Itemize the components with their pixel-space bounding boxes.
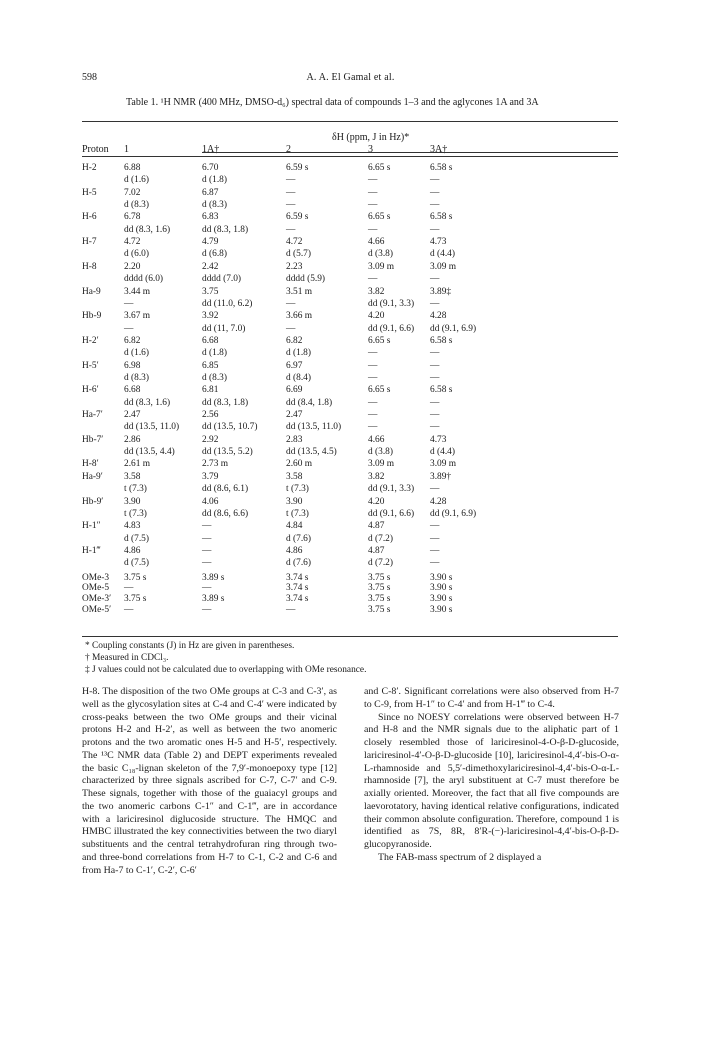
table-cell: 2.47 [124, 410, 141, 420]
table-cell: 3.89‡ [430, 286, 452, 297]
table-cell: d (8.3) [124, 372, 149, 383]
row-label: H-1‴ [82, 545, 101, 556]
table-cell: dd (13.5, 11.0) [124, 422, 180, 433]
table-cell: — [368, 200, 378, 210]
table-cell: — [430, 298, 440, 309]
table-cell: 6.97 [286, 360, 303, 371]
column-header-2: 1A† [202, 144, 220, 155]
body-right-paragraph-2: Since no NOESY correlations were observed between H-7 and H-8 and the NMR signals due to the aliphatic part of 1 closely resembled those of lariciresinol-4-O-β-D-glucoside, lariciresinol-4′-O-β-D-glucoside [10], lariciresinol-4,4′-bis-O-α-L-rhamnoside and 5,5′-dimethoxylariciresinol-4,4′-bis-O-α-L-rhamnoside [7], the aryl substituent at C-7 must therefore be axially oriented. Moreover, the fact that all five compounds are laevorotatory, having identical relative configurations, indicated their common absolute configuration. Therefore, compound 1 is identified as 7S, 8R, 8′R-(−)-lariciresinol-4,4′-bis-O-β-D-glucopyranoside. [364, 711, 619, 850]
body-column-right [364, 686, 619, 865]
table-cell: d (5.7) [286, 249, 311, 260]
column-header-5: 3A† [430, 144, 448, 155]
column-header-0: Proton [82, 144, 109, 155]
row-label: Hb-7′ [82, 434, 104, 445]
table-cell: — [286, 605, 296, 615]
table-cell: — [202, 545, 212, 556]
table-cell: 3.75 [202, 286, 219, 297]
table-cell: 6.58 s [430, 335, 453, 346]
table-cell: 3.44 m [124, 286, 151, 297]
table-cell: — [202, 533, 212, 544]
table-cell: 3.51 m [286, 286, 313, 297]
table-cell: dd (13.5, 11.0) [286, 422, 342, 433]
row-label: H-1″ [82, 521, 101, 532]
table-cell: 6.82 [124, 335, 141, 346]
footnote-cdcl3: † Measured in CDCl₃. [85, 653, 169, 663]
table-cell: dd (8.6, 6.1) [202, 484, 249, 495]
table-cell: 2.42 [202, 261, 219, 272]
table-cell: — [430, 348, 440, 359]
table-cell: — [430, 187, 440, 198]
table-cell: 3.90 [124, 496, 141, 507]
table-cell: 4.84 [286, 521, 303, 532]
row-label: H-2 [82, 163, 97, 173]
table-cell: — [430, 372, 440, 383]
table-cell: 3.74 s [286, 572, 309, 583]
table-cell: 4.86 [286, 545, 303, 556]
super-header-rule [202, 152, 618, 153]
table-cell: 6.83 [202, 212, 219, 223]
table-cell: 6.78 [124, 212, 141, 223]
row-label: H-2′ [82, 335, 99, 346]
table-cell: 2.23 [286, 261, 303, 272]
table-cell: 6.58 s [430, 385, 453, 396]
table-cell: 2.83 [286, 434, 303, 445]
table-cell: dd (8.3, 1.8) [202, 224, 249, 235]
table-cell: dd (9.1, 6.9) [430, 323, 477, 334]
table-cell: 3.90 s [430, 572, 453, 583]
table-cell: — [286, 298, 296, 309]
table-cell: d (3.8) [368, 249, 393, 260]
table-cell: — [124, 605, 134, 615]
row-label: H-6 [82, 212, 97, 223]
table-cell: 4.66 [368, 434, 385, 445]
table-cell: 6.69 [286, 385, 303, 396]
table-cell: 6.68 [124, 385, 141, 396]
table-cell: 6.68 [202, 335, 219, 346]
table-cell: d (3.8) [368, 447, 393, 458]
table-cell: dd (8.4, 1.8) [286, 397, 333, 408]
table-cell: 3.90 s [430, 594, 453, 605]
table-cell: d (7.5) [124, 558, 149, 569]
table-cell: dd (13.5, 10.7) [202, 422, 258, 433]
table-cell: dd (9.1, 3.3) [368, 298, 415, 309]
table-cell: 6.65 s [368, 163, 391, 173]
table-cell: 6.81 [202, 385, 219, 396]
table-cell: d (7.5) [124, 533, 149, 544]
table-cell: d (1.8) [202, 175, 227, 186]
table-cell: d (8.3) [202, 372, 227, 383]
table-cell: 3.90 [286, 496, 303, 507]
table-cell: 6.58 s [430, 212, 453, 223]
table-cell: 3.89 s [202, 594, 225, 605]
table-cell: d (7.2) [368, 558, 393, 569]
row-label: H-7 [82, 237, 97, 248]
table-cell: 4.28 [430, 311, 447, 322]
table-cell: 4.73 [430, 434, 447, 445]
table-cell: 3.66 m [286, 311, 313, 322]
row-label: H-5 [82, 187, 97, 198]
table-cell: 4.28 [430, 496, 447, 507]
table-cell: — [124, 583, 134, 594]
row-label: OMe-5 [82, 583, 110, 594]
body-column-left [82, 686, 337, 877]
row-label: Hb-9′ [82, 496, 104, 507]
column-header-3: 2 [286, 144, 291, 155]
table-cell: 3.09 m [430, 459, 457, 470]
table-cell: 6.70 [202, 163, 219, 173]
table-cell: 4.87 [368, 545, 385, 556]
table-cell: — [286, 187, 296, 198]
table-cell: d (1.8) [202, 348, 227, 359]
table-cell: 4.73 [430, 237, 447, 248]
table-cell: 4.20 [368, 496, 385, 507]
row-label: H-8 [82, 261, 97, 272]
table-cell: 3.89 s [202, 572, 225, 583]
table-cell: 6.85 [202, 360, 219, 371]
row-label: OMe-3′ [82, 594, 112, 605]
table-cell: — [430, 422, 440, 433]
row-label: H-6′ [82, 385, 99, 396]
table-cell: t (7.3) [124, 508, 147, 519]
table-cell: dd (8.6, 6.6) [202, 508, 249, 519]
table-cell: 6.59 s [286, 212, 309, 223]
table-cell: — [430, 360, 440, 371]
table-cell: — [430, 397, 440, 408]
table-cell: d (6.8) [202, 249, 227, 260]
row-label: Hb-9 [82, 311, 102, 322]
table-cell: 3.09 m [368, 459, 395, 470]
table-cell: d (7.2) [368, 533, 393, 544]
table-cell: d (8.3) [202, 200, 227, 210]
table-cell: 6.65 s [368, 335, 391, 346]
table-cell: — [430, 175, 440, 186]
table-top-rule [82, 121, 618, 122]
table-cell: 6.65 s [368, 385, 391, 396]
table-cell: 2.20 [124, 261, 141, 272]
table-cell: — [202, 583, 212, 594]
table-cell: — [286, 200, 296, 210]
table-cell: — [368, 187, 378, 198]
table-cell: — [430, 484, 440, 495]
body-right-paragraph-3: The FAB-mass spectrum of 2 displayed a [378, 851, 542, 863]
table-cell: dd (9.1, 6.6) [368, 508, 415, 519]
table-cell: 4.83 [124, 521, 141, 532]
table-cell: — [124, 298, 134, 309]
table-cell: — [368, 422, 378, 433]
table-cell: dd (9.1, 6.6) [368, 323, 415, 334]
row-label: OMe-5′ [82, 605, 112, 615]
row-label: H-5′ [82, 360, 99, 371]
table-cell: d (6.0) [124, 249, 149, 260]
table-cell: dddd (7.0) [202, 274, 242, 285]
table-cell: d (7.6) [286, 558, 311, 569]
table-cell: 2.86 [124, 434, 141, 445]
table-cell: 6.87 [202, 187, 219, 198]
row-label: OMe-3 [82, 572, 110, 583]
table-cell: d (1.6) [124, 348, 149, 359]
row-label: Ha-7′ [82, 410, 103, 420]
table-cell: 6.82 [286, 335, 303, 346]
table-cell: d (8.4) [286, 372, 311, 383]
table-cell: 2.60 m [286, 459, 313, 470]
table-cell: d (1.6) [124, 175, 149, 186]
table-cell: 4.79 [202, 237, 219, 248]
table-cell: 2.56 [202, 410, 219, 420]
row-label: Ha-9 [82, 286, 101, 297]
table-cell: 4.66 [368, 237, 385, 248]
footnote-overlap: ‡ J values could not be calculated due to overlapping with OMe resonance. [85, 665, 367, 675]
table-cell: 3.09 m [430, 261, 457, 272]
table-cell: dd (13.5, 4.5) [286, 447, 337, 458]
table-cell: — [286, 323, 296, 334]
table-cell: dddd (6.0) [124, 274, 164, 285]
table-cell: 4.06 [202, 496, 219, 507]
table-cell: d (8.3) [124, 200, 149, 210]
table-cell: 3.90 s [430, 605, 453, 615]
table-cell: 3.75 s [368, 605, 391, 615]
table-cell: — [430, 274, 440, 285]
table-cell: t (7.3) [286, 484, 309, 495]
table-cell: 3.74 s [286, 594, 309, 605]
table-cell: 3.89† [430, 471, 452, 482]
table-cell: 3.58 [286, 471, 303, 482]
column-header-1: 1 [124, 144, 129, 155]
column-header-4: 3 [368, 144, 373, 155]
table-cell: 2.73 m [202, 459, 229, 470]
body-left-paragraph: H-8. The disposition of the two OMe groups at C-3 and C-3′, as well as the glycosylation sites at C-4 and C-4′ were indicated by cross-peaks between the two OMe groups and their vicinal protons H-2 and H-2′, as well as between the two anomeric protons and the two aromatic ones H-5 and H-5′, respectively. The ¹³C NMR data (Table 2) and DEPT experiments revealed the basic C₁₈-lignan skeleton of the 7,9′-monoepoxy type [12] characterized by three signals ascribed for C-7, C-7′ and C-9. These signals, together with those of the guaiacyl groups and the two anomeric carbons C-1″ and C-1‴, are in accordance with a lariciresinol diglucoside structure. The HMQC and HMBC illustrated the key connectivities between the two diaryl substituents and the central tetrahydrofuran ring through two- and three-bond correlations from H-7 to C-1, C-2 and C-6 and from Ha-7 to C-1′, C-2′, C-6′ [82, 686, 337, 876]
table-cell: 3.74 s [286, 583, 309, 594]
table-cell: — [430, 224, 440, 235]
table-cell: dd (13.5, 4.4) [124, 447, 175, 458]
table-cell: — [368, 360, 378, 371]
table-cell: — [202, 558, 212, 569]
table-cell: — [368, 372, 378, 383]
table-cell: 3.79 [202, 471, 219, 482]
table-cell: dd (9.1, 3.3) [368, 484, 415, 495]
table-cell: 3.58 [124, 471, 141, 482]
table-super-header: δH (ppm, J in Hz)* [332, 132, 410, 143]
table-cell: 7.02 [124, 187, 141, 198]
table-cell: — [124, 323, 134, 334]
row-label: Ha-9′ [82, 471, 103, 482]
table-cell: — [368, 410, 378, 420]
table-cell: — [202, 521, 212, 532]
page-number: 598 [82, 72, 97, 83]
table-cell: d (4.4) [430, 447, 455, 458]
table-cell: 3.67 m [124, 311, 151, 322]
table-cell: 4.20 [368, 311, 385, 322]
table-cell: — [368, 175, 378, 186]
table-cell: — [286, 224, 296, 235]
table-cell: — [430, 558, 440, 569]
table-cell: 2.47 [286, 410, 303, 420]
table-cell: t (7.3) [286, 508, 309, 519]
table-cell: dddd (5.9) [286, 274, 326, 285]
table-cell: 2.61 m [124, 459, 151, 470]
table-cell: 3.90 s [430, 583, 453, 594]
table-cell: d (4.4) [430, 249, 455, 260]
table-cell: 4.72 [124, 237, 141, 248]
table-cell: — [430, 521, 440, 532]
table-cell: — [430, 533, 440, 544]
body-right-paragraph-1: and C-8′. Significant correlations were also observed from H-7 to C-9, from H-1″ to C-4′ and from H-1‴ to C-4. [364, 686, 619, 710]
table-cell: 6.65 s [368, 212, 391, 223]
table-cell: — [368, 397, 378, 408]
header-bottom-rule [82, 156, 618, 157]
running-head: A. A. El Gamal et al. [306, 72, 395, 83]
table-cell: 4.86 [124, 545, 141, 556]
table-cell: dd (8.3, 1.8) [202, 397, 249, 408]
table-cell: 2.92 [202, 434, 219, 445]
table-cell: 3.92 [202, 311, 219, 322]
footnote-coupling: * Coupling constants (J) in Hz are given in parentheses. [85, 641, 295, 651]
table-cell: 6.88 [124, 163, 141, 173]
table-cell: dd (8.3, 1.6) [124, 397, 171, 408]
table-cell: 3.75 s [368, 572, 391, 583]
table-cell: dd (8.3, 1.6) [124, 224, 171, 235]
table-cell: 3.82 [368, 471, 385, 482]
table-cell: 6.58 s [430, 163, 453, 173]
table-cell: d (1.8) [286, 348, 311, 359]
table-cell: 4.72 [286, 237, 303, 248]
table-cell: 3.75 s [124, 594, 147, 605]
table-caption: Table 1. ¹H NMR (400 MHz, DMSO-d₆) spectral data of compounds 1–3 and the aglycones 1A and 3A [126, 97, 539, 108]
table-cell: 4.87 [368, 521, 385, 532]
table-cell: — [430, 200, 440, 210]
table-cell: 6.98 [124, 360, 141, 371]
table-bottom-rule [82, 636, 618, 637]
table-cell: — [430, 545, 440, 556]
table-cell: — [368, 224, 378, 235]
row-label: H-8′ [82, 459, 99, 470]
table-cell: dd (9.1, 6.9) [430, 508, 477, 519]
table-cell: — [286, 175, 296, 186]
table-cell: — [202, 605, 212, 615]
table-cell: dd (11.0, 6.2) [202, 298, 253, 309]
table-cell: 3.75 s [368, 583, 391, 594]
table-cell: d (7.6) [286, 533, 311, 544]
table-cell: — [430, 410, 440, 420]
table-cell: 3.75 s [368, 594, 391, 605]
table-cell: 6.59 s [286, 163, 309, 173]
table-cell: 3.82 [368, 286, 385, 297]
table-cell: dd (11, 7.0) [202, 323, 246, 334]
table-cell: t (7.3) [124, 484, 147, 495]
table-cell: 3.75 s [124, 572, 147, 583]
table-cell: — [368, 348, 378, 359]
table-cell: — [368, 274, 378, 285]
table-cell: 3.09 m [368, 261, 395, 272]
table-cell: dd (13.5, 5.2) [202, 447, 253, 458]
